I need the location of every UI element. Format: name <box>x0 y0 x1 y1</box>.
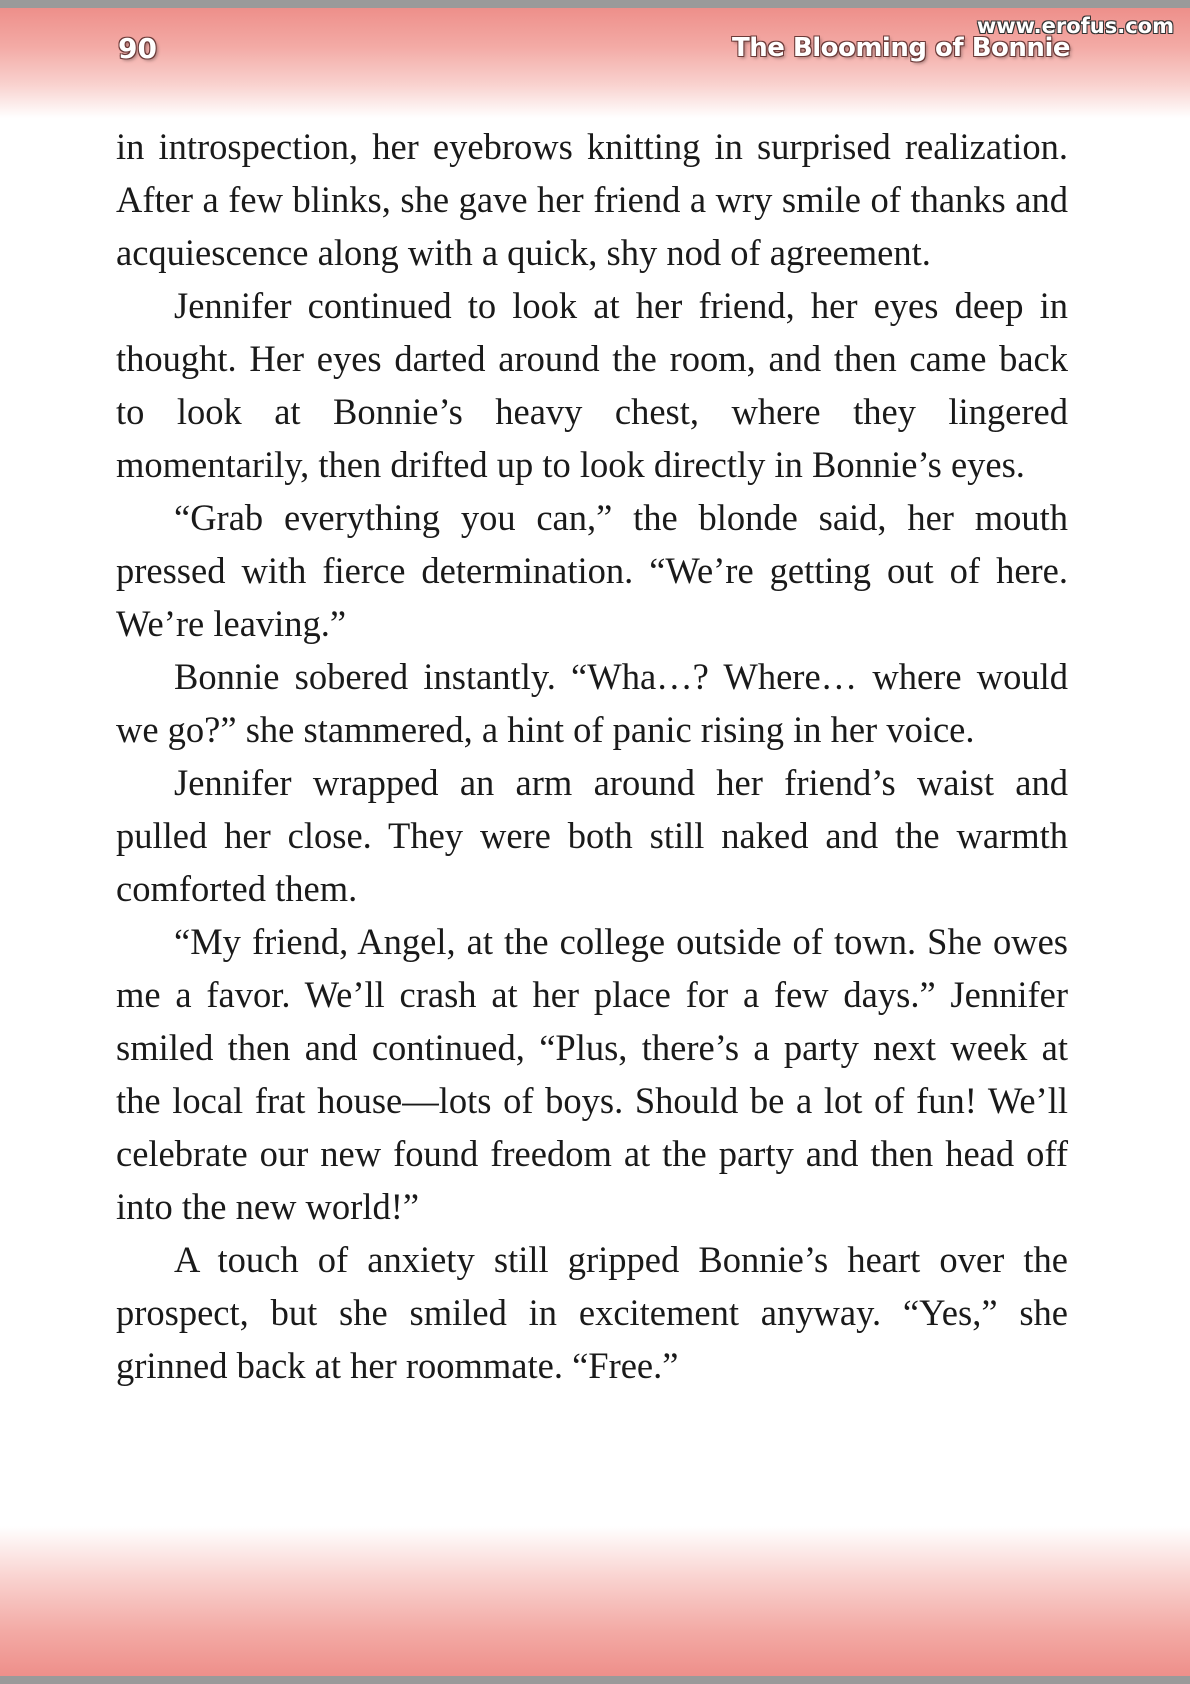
page-number: 90 <box>118 32 157 65</box>
body-text <box>116 120 1068 1392</box>
paragraph: Bonnie sobered instantly. “Wha…? Where… where would we go?” she stammered, a hint of panic rising in her voice. <box>116 656 1068 750</box>
paragraph: “Grab everything you can,” the blonde said, her mouth pressed with fierce determination. “We’re getting out of here. We’re leaving.” <box>116 497 1068 644</box>
paragraph: A touch of anxiety still gripped Bonnie’s heart over the prospect, but she smiled in excitement anyway. “Yes,” she grinned back at her roommate. “Free.” <box>116 1239 1068 1386</box>
paragraph: Jennifer continued to look at her friend, her eyes deep in thought. Her eyes darted around the room, and then came back to look at Bonnie’s heavy chest, where they lingered momentarily, then drifted up to look directly in Bonnie’s eyes. <box>116 285 1068 485</box>
paragraph: in introspection, her eyebrows knitting in surprised realization. After a few blinks, she gave her friend a wry smile of thanks and acquiescence along with a quick, shy nod of agreement. <box>116 126 1068 273</box>
watermark: www.erofus.com <box>976 14 1174 38</box>
bottom-edge-strip <box>0 1676 1190 1684</box>
paragraph: “My friend, Angel, at the college outside of town. She owes me a favor. We’ll crash at her place for a few days.” Jennifer smiled then and continued, “Plus, there’s a party next week at the local frat house—lots of boys. Should be a lot of fun! We’ll celebrate our new found freedom at the party and then head off into the new world!” <box>116 921 1068 1227</box>
paragraph: Jennifer wrapped an arm around her friend’s waist and pulled her close. They were both still naked and the warmth comforted them. <box>116 762 1068 909</box>
running-title: The Blooming of Bonnie <box>731 33 1070 63</box>
top-edge-strip <box>0 0 1190 8</box>
footer-band <box>0 1526 1190 1676</box>
